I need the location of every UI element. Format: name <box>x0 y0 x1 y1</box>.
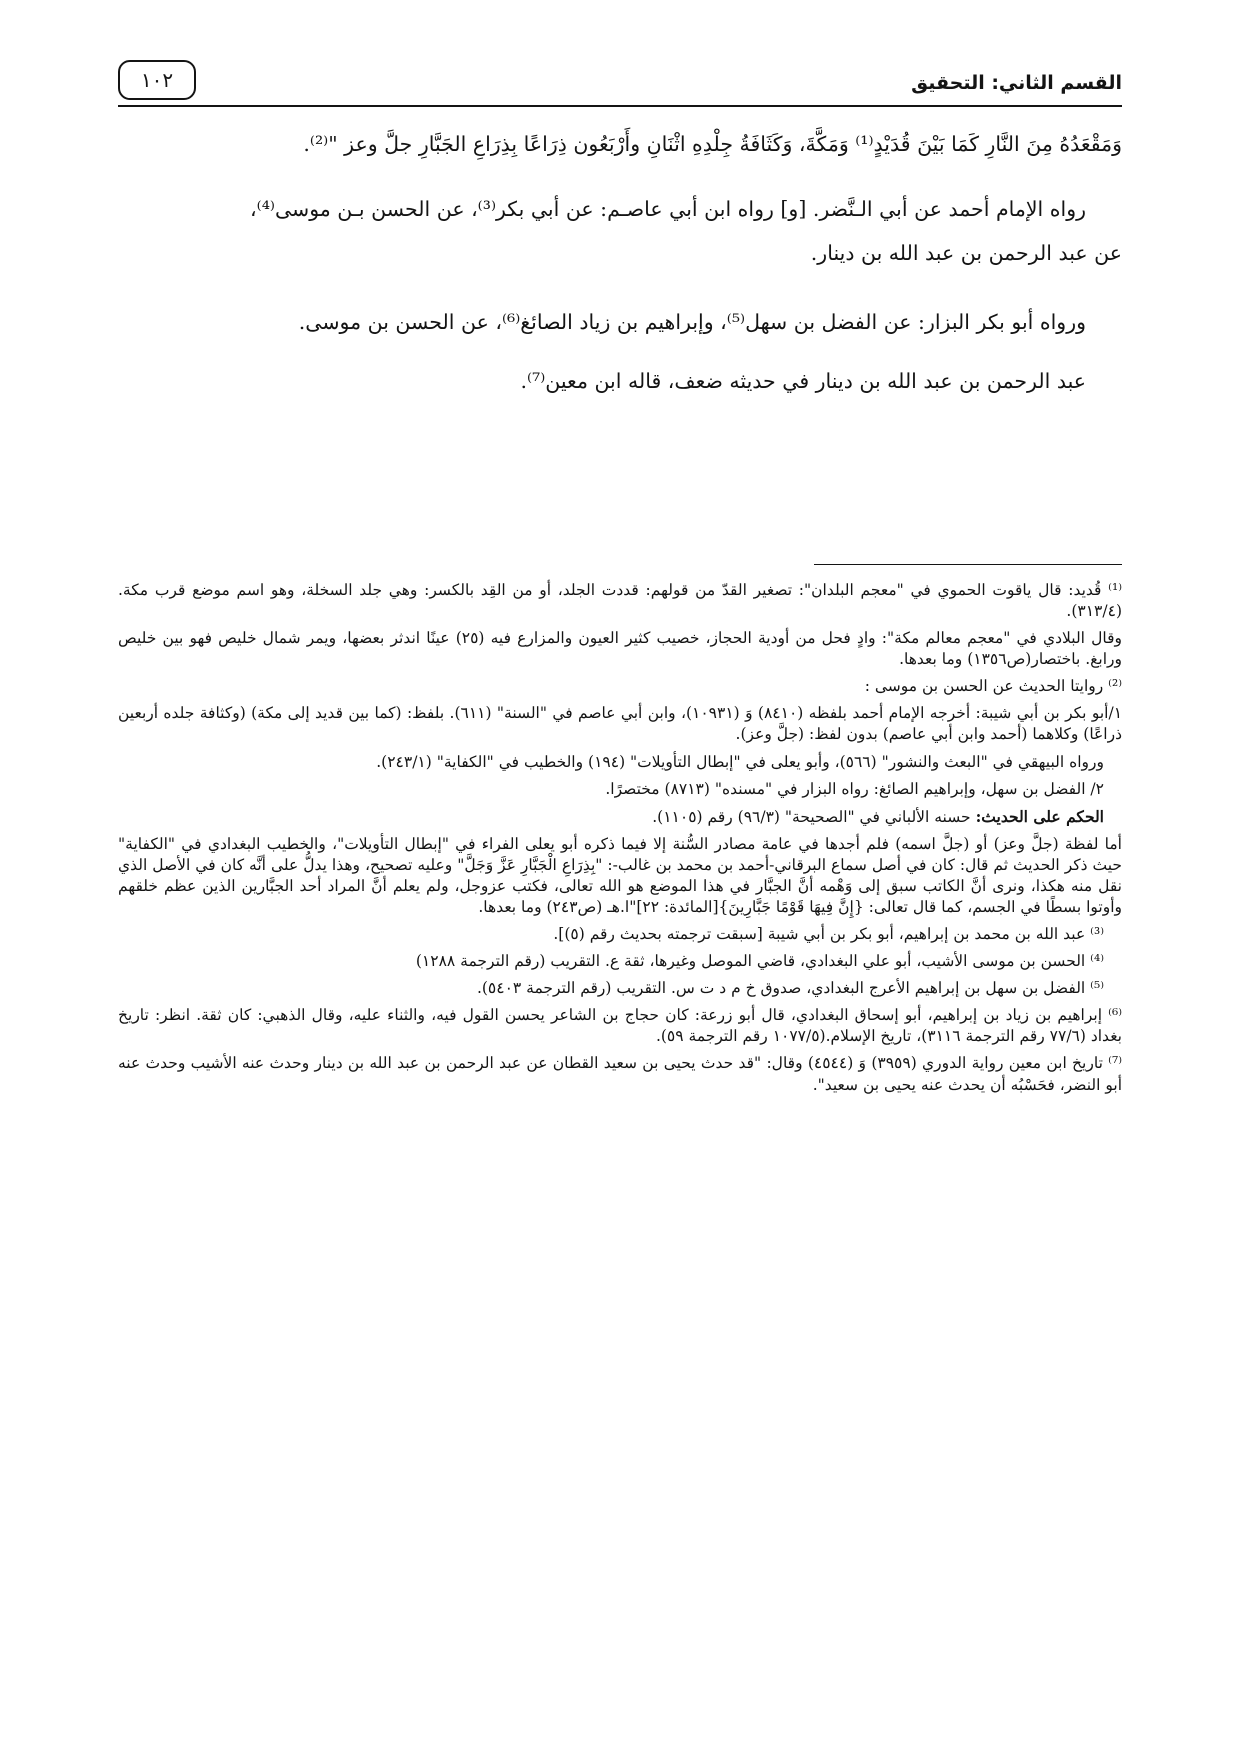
footnote-2-discussion: أما لفظة (جلَّ وعز) أو (جلَّ اسمه) فلم أجدها في عامة مصادر السُّنة إلا فيما ذكره أبو يعلى الفراء في "إبطال التأويلات"، والخطيب البغدادي في "الكفاية" حيث ذكر الحديث ثم قال: كان في أصل سماع البرقاني-أحمد بن محمد بن غالب-: "بِذِرَاعِ الْجَبَّارِ عَزَّ وَجَلَّ" وعليه تصحيح، وهذا يدلُّ على أنَّه كان في الأصل الذي نقل منه هكذا، ونرى أنَّ الكاتب سبق إلى وَهْمه أنَّ الجبَّار في هذا الموضع هو الله تعالى، فكتب عزوجل، ولم يعلم أنَّ المراد أحد الجبَّارين الذين عظم خلقهم وأوتوا بسطًا في الجسم، كما قال تعالى: {إِنَّ فِيهَا قَوْمًا جَبَّارِينَ}[المائدة: ٢٢]"ا.هـ (ص٢٤٣) وما بعدها. <box>118 834 1122 917</box>
footnote-2-source-1: ١/أبو بكر بن أبي شيبة: أخرجه الإمام أحمد بلفظه (٨٤١٠) وَ (١٠٩٣١)، وابن أبي عاصم في "السنة" (٦١١). بلفظ: (كما بين قديد إلى مكة) (وكثافة جلده أربعين ذراعًا) وكلاهما (أحمد وابن أبي عاصم) بدون لفظ: (جلَّ وعز). <box>118 704 1123 744</box>
ruling-text: حسنه الألباني في "الصحيحة" (٩٦/٣) رقم (١١٠٥). <box>652 807 976 826</box>
footnote-1: ⁽¹⁾ قُديد: قال ياقوت الحموي في "معجم البلدان": تصغير القدّ من قولهم: قددت الجلد، أو من القِد بالكسر: وهي جلد السخلة، وهو اسم موضع قرب مكة. (٣١٣/٤). <box>118 581 1122 621</box>
ruling-label: الحكم على الحديث: <box>975 806 1104 826</box>
footnote-2-bayhaqi: ورواه البيهقي في "البعث والنشور" (٥٦٦)، وأبو يعلى في "إبطال التأويلات" (١٩٤) والخطيب في "الكفاية" (٢٤٣/١). <box>376 752 1104 771</box>
page-number: ١٠٢ <box>140 68 174 92</box>
header-divider <box>118 105 1122 107</box>
footnote-2: ⁽²⁾ روايتا الحديث عن الحسن بن موسى : <box>864 677 1122 696</box>
footnote-2-ruling <box>118 806 1122 828</box>
footnote-7: ⁽⁷⁾ تاريخ ابن معين رواية الدوري (٣٩٥٩) وَ (٤٥٤٤) وقال: "قد حدث يحيى بن سعيد القطان عن عبد الرحمن بن عبد الله بن دينار وحدث عنه الأشيب وحدث عنه أبو النضر، فحَسْبُه أن يحدث عنه يحيى بن سعيد". <box>118 1054 1123 1094</box>
footnote-5: ⁽⁵⁾ الفضل بن سهل بن إبراهيم الأعرج البغدادي، صدوق خ م د ت س. التقريب (رقم الترجمة ٥٤٠٣). <box>476 979 1104 998</box>
footnote-1-continued: وقال البلادي في "معجم معالم مكة": وادٍ فحل من أودية الحجاز، خصيب كثير العيون والمزارع فيه (٢٥) عينًا اندثر بعضها، ويمر شمال خليص فهو بين خليص ورابغ. باختصار(ص١٣٥٦) وما بعدها. <box>118 629 1122 669</box>
narration-paragraph-2: ورواه أبو بكر البزار: عن الفضل بن سهل⁽⁵⁾، وإبراهيم بن زياد الصائغ⁽⁶⁾، عن الحسن بن موسى. <box>298 310 1086 335</box>
narration-paragraph-3: عبد الرحمن بن عبد الله بن دينار في حديثه ضعف، قاله ابن معين⁽⁷⁾. <box>520 368 1086 393</box>
footnote-2-source-2: ٢/ الفضل بن سهل، وإبراهيم الصائغ: رواه البزار في "مسنده" (٨٧١٣) مختصرًا. <box>605 779 1104 798</box>
footnote-divider <box>814 564 1122 565</box>
footnote-3: ⁽³⁾ عبد الله بن محمد بن إبراهيم، أبو بكر بن أبي شيبة [سبقت ترجمته بحديث رقم (٥)]. <box>553 925 1104 944</box>
footnotes <box>118 580 1122 1102</box>
narration-paragraph-1: رواه الإمام أحمد عن أبي الـنَّضر. [و] رواه ابن أبي عاصـم: عن أبي بكر⁽³⁾، عن الحسن بـن موسى⁽⁴⁾، <box>250 196 1086 221</box>
narration-paragraph-1-continued: عن عبد الرحمن بن عبد الله بن دينار. <box>810 241 1122 266</box>
page-number-badge <box>118 60 196 100</box>
hadith-text: وَمَقْعَدُهُ مِنَ النَّارِ كَمَا بَيْنَ قُدَيْدٍ⁽¹⁾ وَمَكَّةَ، وَكَثَافَةُ جِلْدِهِ اثْنَانِ وأَرْبَعُون ذِرَاعًا بِذِرَاعِ الجَبَّارِ جلَّ وعز "⁽²⁾. <box>303 132 1122 156</box>
main-text <box>118 130 1122 425</box>
footnote-6: ⁽⁶⁾ إبراهيم بن زياد بن إبراهيم، أبو إسحاق البغدادي، قال أبو زرعة: كان حجاج بن الشاعر يحسن القول فيه، والثناء عليه، وقال الذهبي: كان ثقة. انظر: تاريخ بغداد (٧٧/٦ رقم الترجمة ٣١١٦)، تاريخ الإسلام.(١٠٧٧/٥ رقم الترجمة ٥٩). <box>118 1006 1122 1046</box>
footnote-4: ⁽⁴⁾ الحسن بن موسى الأشيب، أبو علي البغدادي، قاضي الموصل وغيرها، ثقة ع. التقريب (رقم الترجمة ١٢٨٨) <box>415 952 1104 971</box>
section-title: القسم الثاني: التحقيق <box>911 72 1122 94</box>
